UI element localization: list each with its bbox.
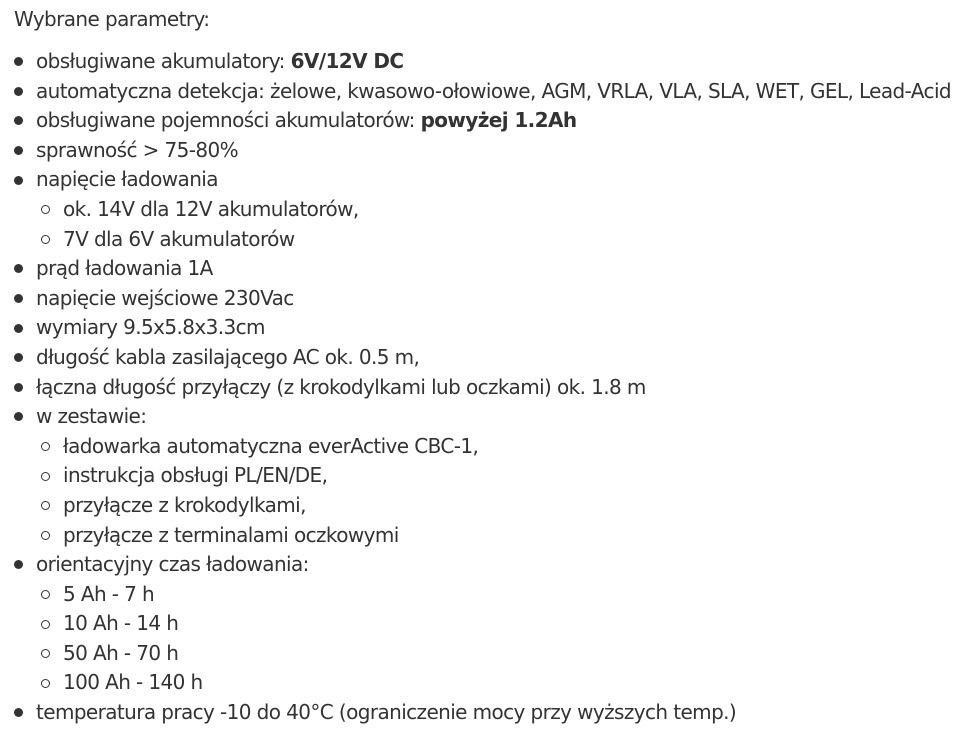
disc-bullet-icon: [14, 116, 23, 125]
circle-bullet-icon: [41, 531, 50, 540]
disc-bullet-icon: [14, 294, 23, 303]
item-text: przyłącze z krokodylkami,: [63, 492, 306, 517]
list-item: [0, 550, 951, 580]
circle-bullet-icon: [41, 501, 50, 510]
list-item: [0, 165, 951, 195]
list-item: [0, 313, 951, 343]
item-text: 50 Ah - 70 h: [63, 640, 179, 665]
circle-bullet-icon: [41, 235, 50, 244]
item-text: orientacyjny czas ładowania:: [36, 552, 309, 577]
circle-bullet-icon: [41, 620, 50, 629]
item-text: obsługiwane akumulatory:: [36, 49, 291, 73]
item-text: w zestawie:: [36, 404, 147, 429]
disc-bullet-icon: [14, 353, 23, 362]
item-value-bold: 6V/12V DC: [290, 49, 404, 73]
list-item: [0, 402, 951, 432]
sub-list-item: [0, 521, 951, 551]
item-text: przyłącze z terminalami oczkowymi: [63, 522, 399, 547]
disc-bullet-icon: [14, 57, 23, 66]
list-item: [0, 343, 951, 373]
item-text: temperatura pracy -10 do 40°C (ograniczenie mocy przy wyższych temp.): [36, 700, 737, 725]
list-item: [0, 284, 951, 314]
sub-list-item: [0, 668, 951, 698]
circle-bullet-icon: [41, 649, 50, 658]
item-text: 5 Ah - 7 h: [63, 581, 155, 606]
list-item: [0, 106, 951, 136]
disc-bullet-icon: [14, 87, 23, 96]
circle-bullet-icon: [41, 472, 50, 481]
list-item: [0, 373, 951, 403]
parameters-list: [0, 47, 951, 728]
sub-list-item: [0, 491, 951, 521]
sub-list-item: [0, 609, 951, 639]
item-text: 100 Ah - 140 h: [63, 670, 203, 695]
section-heading: Wybrane parametry:: [14, 7, 210, 31]
sub-list-item: [0, 432, 951, 462]
item-text: sprawność > 75-80%: [36, 137, 239, 162]
item-text: wymiary 9.5x5.8x3.3cm: [36, 315, 265, 340]
item-text: napięcie wejściowe 230Vac: [36, 285, 294, 310]
item-text: prąd ładowania 1A: [36, 256, 213, 281]
item-text: napięcie ładowania: [36, 167, 218, 192]
item-text: długość kabla zasilającego AC ok. 0.5 m,: [36, 344, 420, 369]
circle-bullet-icon: [41, 442, 50, 451]
disc-bullet-icon: [14, 264, 23, 273]
list-item: [0, 136, 951, 166]
item-text: automatyczna detekcja: żelowe, kwasowo-ołowiowe, AGM, VRLA, VLA, SLA, WET, GEL, Lead-Acid: [36, 78, 951, 103]
disc-bullet-icon: [14, 708, 23, 717]
sub-list-item: [0, 580, 951, 610]
item-text: obsługiwane pojemności akumulatorów:: [36, 108, 421, 133]
circle-bullet-icon: [41, 679, 50, 688]
item-text: ładowarka automatyczna everActive CBC-1,: [63, 433, 479, 458]
sub-list-item: [0, 639, 951, 669]
item-text: instrukcja obsługi PL/EN/DE,: [63, 463, 328, 488]
list-item: [0, 77, 951, 107]
item-value-bold: powyżej 1.2Ah: [420, 108, 577, 133]
sub-list-item: [0, 195, 951, 225]
item-text: ok. 14V dla 12V akumulatorów,: [63, 196, 359, 221]
circle-bullet-icon: [41, 205, 50, 214]
disc-bullet-icon: [14, 383, 23, 392]
disc-bullet-icon: [14, 560, 23, 569]
item-text: 7V dla 6V akumulatorów: [63, 226, 295, 251]
list-item: [0, 47, 951, 77]
circle-bullet-icon: [41, 590, 50, 599]
list-item: [0, 254, 951, 284]
item-text: 10 Ah - 14 h: [63, 611, 179, 636]
list-item: [0, 698, 951, 728]
sub-list-item: [0, 461, 951, 491]
disc-bullet-icon: [14, 146, 23, 155]
disc-bullet-icon: [14, 412, 23, 421]
disc-bullet-icon: [14, 324, 23, 333]
item-text: łączna długość przyłączy (z krokodylkami lub oczkami) ok. 1.8 m: [36, 374, 646, 399]
sub-list-item: [0, 225, 951, 255]
disc-bullet-icon: [14, 176, 23, 185]
